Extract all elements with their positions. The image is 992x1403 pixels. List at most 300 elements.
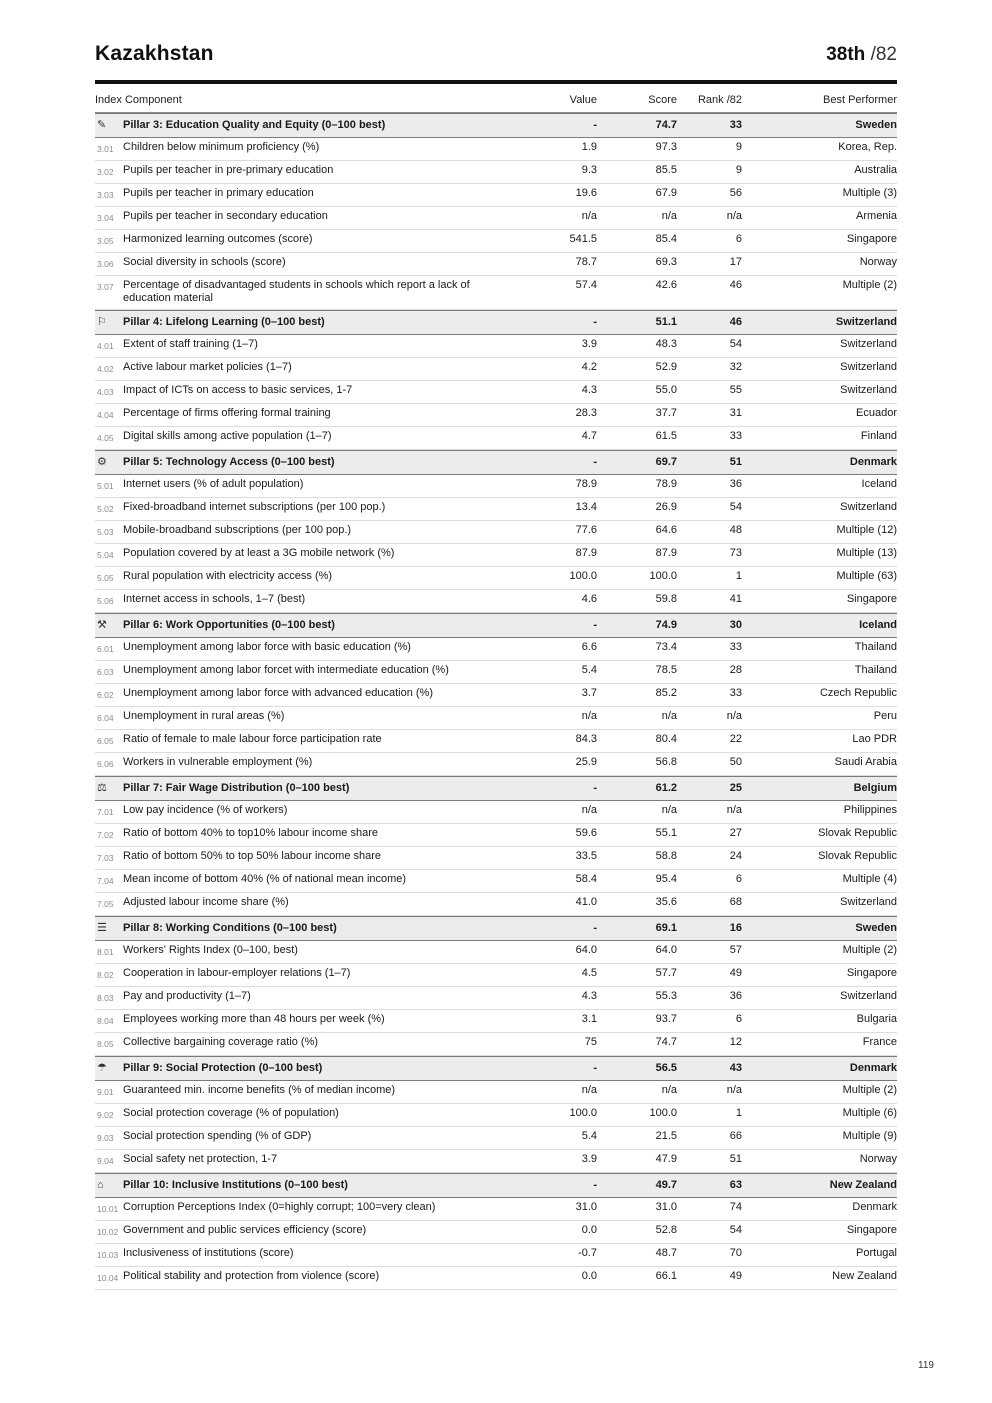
rank-cell: 17 (729, 256, 742, 268)
row-number: 5.06 (97, 596, 114, 606)
best-performer-cell: Multiple (3) (842, 187, 897, 199)
row-number: 7.01 (97, 807, 114, 817)
row-number: 3.06 (97, 259, 114, 269)
score-cell: n/a (661, 210, 677, 222)
rank-cell: 28 (729, 664, 742, 676)
pillar-rank: 46 (729, 316, 742, 328)
score-cell: 26.9 (655, 501, 677, 513)
table-row (95, 475, 897, 498)
component-label: Adjusted labour income share (%) (123, 896, 289, 908)
best-performer-cell: Multiple (6) (842, 1107, 897, 1119)
value-cell: 19.6 (575, 187, 597, 199)
score-cell: 66.1 (655, 1270, 677, 1282)
row-number: 6.06 (97, 759, 114, 769)
value-cell: 78.7 (575, 256, 597, 268)
row-number: 8.02 (97, 970, 114, 980)
value-cell: 4.3 (581, 384, 597, 396)
pillar-title: Pillar 7: Fair Wage Distribution (0–100 best) (123, 782, 350, 794)
best-performer-cell: Multiple (4) (842, 873, 897, 885)
rank-cell: 57 (729, 944, 742, 956)
rank-cell: 55 (729, 384, 742, 396)
table-row (95, 1221, 897, 1244)
value-cell: 100.0 (569, 1107, 597, 1119)
pillar-title: Pillar 5: Technology Access (0–100 best) (123, 456, 335, 468)
value-cell: n/a (581, 710, 597, 722)
component-label: Pay and productivity (1–7) (123, 990, 251, 1002)
best-performer-cell: Saudi Arabia (834, 756, 897, 768)
best-performer-cell: Portugal (856, 1247, 897, 1259)
pillar-header-row (95, 113, 897, 138)
rank-cell: 51 (729, 1153, 742, 1165)
table-row (95, 824, 897, 847)
component-label: Social safety net protection, 1-7 (123, 1153, 278, 1165)
rank-cell: 1 (735, 1107, 742, 1119)
value-cell: 4.7 (581, 430, 597, 442)
row-number: 9.02 (97, 1110, 114, 1120)
table-row (95, 707, 897, 730)
component-label: Pupils per teacher in pre-primary education (123, 164, 334, 176)
pillar-score: 74.7 (655, 119, 677, 131)
score-cell: 61.5 (655, 430, 677, 442)
component-label: Population covered by at least a 3G mobile network (%) (123, 547, 395, 559)
best-performer-cell: Multiple (63) (836, 570, 897, 582)
rank-cell: 74 (729, 1201, 742, 1213)
rank-cell: 50 (729, 756, 742, 768)
rank-cell: 66 (729, 1130, 742, 1142)
best-performer-cell: Multiple (12) (836, 524, 897, 536)
row-number: 8.05 (97, 1039, 114, 1049)
component-label: Unemployment among labor force with advanced education (%) (123, 687, 433, 699)
pillar-title: Pillar 4: Lifelong Learning (0–100 best) (123, 316, 325, 328)
table-row (95, 230, 897, 253)
component-label: Inclusiveness of institutions (score) (123, 1247, 294, 1259)
col-index-component: Index Component (95, 94, 182, 106)
table-row (95, 801, 897, 824)
best-performer-cell: Multiple (13) (836, 547, 897, 559)
component-label: Ratio of bottom 50% to top 50% labour income share (123, 850, 382, 862)
score-cell: n/a (661, 804, 677, 816)
score-cell: 57.7 (655, 967, 677, 979)
rank-total: /82 (865, 44, 897, 65)
value-cell: 84.3 (575, 733, 597, 745)
score-cell: 55.0 (655, 384, 677, 396)
score-cell: 52.8 (655, 1224, 677, 1236)
country-title: Kazakhstan (95, 42, 214, 65)
best-performer-cell: Multiple (2) (842, 279, 897, 291)
best-performer-cell: Czech Republic (819, 687, 897, 699)
table-row (95, 567, 897, 590)
best-performer-cell: Slovak Republic (818, 827, 897, 839)
row-number: 5.04 (97, 550, 114, 560)
table-row (95, 1010, 897, 1033)
value-cell: 31.0 (575, 1201, 597, 1213)
pillar-score: 51.1 (655, 316, 677, 328)
score-cell: 85.2 (655, 687, 677, 699)
component-label: Active labour market policies (1–7) (123, 361, 292, 373)
score-cell: 37.7 (655, 407, 677, 419)
pillar-rank: 16 (729, 922, 742, 934)
component-label: Impact of ICTs on access to basic services, 1-7 (123, 384, 353, 396)
component-label: Government and public services efficiency (score) (123, 1224, 367, 1236)
table-row (95, 498, 897, 521)
rank-cell: 56 (729, 187, 742, 199)
score-cell: 59.8 (655, 593, 677, 605)
value-cell: 3.9 (581, 338, 597, 350)
table-row (95, 207, 897, 230)
component-label: Social protection spending (% of GDP) (123, 1130, 312, 1142)
rank-cell: 6 (735, 1013, 742, 1025)
component-label: Harmonized learning outcomes (score) (123, 233, 313, 245)
score-cell: 64.6 (655, 524, 677, 536)
pillar-best-performer: New Zealand (829, 1179, 897, 1191)
pillar-value: - (593, 619, 597, 631)
score-cell: 100.0 (649, 570, 677, 582)
pillar-value: - (593, 782, 597, 794)
row-number: 5.02 (97, 504, 114, 514)
pillar-title: Pillar 6: Work Opportunities (0–100 best) (123, 619, 335, 631)
row-number: 10.04 (97, 1273, 119, 1283)
value-cell: 5.4 (581, 664, 597, 676)
inclusive-institutions-pillar-icon: ⌂ (97, 1179, 104, 1191)
score-cell: 78.9 (655, 478, 677, 490)
score-cell: 74.7 (655, 1036, 677, 1048)
table-row (95, 1198, 897, 1221)
best-performer-cell: France (862, 1036, 897, 1048)
table-row (95, 730, 897, 753)
pillar-header-row (95, 1173, 897, 1198)
pillar-rank: 51 (729, 456, 742, 468)
pillar-header-row (95, 916, 897, 941)
value-cell: 13.4 (575, 501, 597, 513)
table-row (95, 381, 897, 404)
score-cell: 48.7 (655, 1247, 677, 1259)
col-score: Score (648, 94, 677, 106)
table-row (95, 661, 897, 684)
score-cell: 78.5 (655, 664, 677, 676)
best-performer-cell: Iceland (861, 478, 897, 490)
rank-cell: 73 (729, 547, 742, 559)
row-number: 4.03 (97, 387, 114, 397)
row-number: 3.04 (97, 213, 114, 223)
score-cell: 73.4 (655, 641, 677, 653)
value-cell: 4.3 (581, 990, 597, 1002)
value-cell: n/a (581, 210, 597, 222)
value-cell: 28.3 (575, 407, 597, 419)
component-label: Corruption Perceptions Index (0=highly corrupt; 100=very clean) (123, 1201, 436, 1213)
value-cell: 9.3 (581, 164, 597, 176)
page-number: 119 (918, 1360, 934, 1371)
rank-cell: 6 (735, 873, 742, 885)
component-label: Internet access in schools, 1–7 (best) (123, 593, 306, 605)
best-performer-cell: Switzerland (840, 384, 897, 396)
component-label: Collective bargaining coverage ratio (%) (123, 1036, 319, 1048)
component-label: Digital skills among active population (1–7) (123, 430, 332, 442)
best-performer-cell: Ecuador (856, 407, 897, 419)
component-label: Social protection coverage (% of population) (123, 1107, 339, 1119)
rank-cell: n/a (726, 804, 742, 816)
best-performer-cell: Peru (873, 710, 897, 722)
rank-cell: 54 (729, 1224, 742, 1236)
score-cell: 47.9 (655, 1153, 677, 1165)
value-cell: 33.5 (575, 850, 597, 862)
col-rank: Rank /82 (697, 94, 742, 106)
pillar-title: Pillar 3: Education Quality and Equity (0–100 best) (123, 119, 386, 131)
table-row (95, 138, 897, 161)
best-performer-cell: Slovak Republic (818, 850, 897, 862)
component-label: Unemployment in rural areas (%) (123, 710, 285, 722)
best-performer-cell: Australia (854, 164, 897, 176)
best-performer-cell: Thailand (854, 641, 897, 653)
row-number: 6.01 (97, 644, 114, 654)
component-label: Extent of staff training (1–7) (123, 338, 258, 350)
rank-cell: 6 (735, 233, 742, 245)
value-cell: 77.6 (575, 524, 597, 536)
row-number: 3.03 (97, 190, 114, 200)
table-row (95, 893, 897, 916)
component-label: Rural population with electricity access (%) (123, 570, 333, 582)
working-conditions-pillar-icon: ☰ (97, 922, 107, 934)
value-cell: n/a (581, 804, 597, 816)
table-row (95, 404, 897, 427)
pillar-rank: 43 (729, 1062, 742, 1074)
component-label: Unemployment among labor forcet with intermediate education (%) (123, 664, 449, 676)
component-label: Pupils per teacher in secondary education (123, 210, 328, 222)
pillar-value: - (593, 456, 597, 468)
table-header-row (95, 86, 897, 113)
row-number: 9.01 (97, 1087, 114, 1097)
value-cell: 87.9 (575, 547, 597, 559)
component-label: Mean income of bottom 40% (% of national mean income) (123, 873, 407, 885)
component-label: Political stability and protection from violence (score) (123, 1270, 380, 1282)
component-label: Workers' Rights Index (0–100, best) (123, 944, 298, 956)
index-table-body (95, 113, 897, 1290)
pillar-rank: 30 (729, 619, 742, 631)
component-label: Ratio of bottom 40% to top10% labour income share (123, 827, 378, 839)
score-cell: 69.3 (655, 256, 677, 268)
rank-cell: 68 (729, 896, 742, 908)
rank-cell: 48 (729, 524, 742, 536)
best-performer-cell: Philippines (843, 804, 897, 816)
score-cell: 100.0 (649, 1107, 677, 1119)
component-label: Cooperation in labour-employer relations (1–7) (123, 967, 351, 979)
best-performer-cell: Norway (859, 1153, 897, 1165)
table-row (95, 184, 897, 207)
score-cell: n/a (661, 710, 677, 722)
row-number: 10.01 (97, 1204, 119, 1214)
best-performer-cell: Singapore (846, 967, 897, 979)
page-header (95, 42, 897, 66)
component-label: Internet users (% of adult population) (123, 478, 304, 490)
row-number: 3.05 (97, 236, 114, 246)
value-cell: 3.9 (581, 1153, 597, 1165)
rank-cell: 33 (729, 687, 742, 699)
value-cell: 4.5 (581, 967, 597, 979)
pillar-rank: 33 (729, 119, 742, 131)
pillar-header-row (95, 1056, 897, 1081)
table-row (95, 1033, 897, 1056)
best-performer-cell: Switzerland (840, 990, 897, 1002)
score-cell: 93.7 (655, 1013, 677, 1025)
component-label: Workers in vulnerable employment (%) (123, 756, 313, 768)
best-performer-cell: Finland (860, 430, 897, 442)
rank-cell: 49 (729, 967, 742, 979)
pillar-score: 69.7 (655, 456, 677, 468)
value-cell: 4.2 (581, 361, 597, 373)
best-performer-cell: Switzerland (840, 361, 897, 373)
value-cell: 100.0 (569, 570, 597, 582)
component-label: Low pay incidence (% of workers) (123, 804, 288, 816)
table-row (95, 684, 897, 707)
pillar-best-performer: Denmark (849, 456, 897, 468)
value-cell: 57.4 (575, 279, 597, 291)
technology-access-pillar-icon: ⚙ (97, 456, 107, 468)
score-cell: 55.3 (655, 990, 677, 1002)
table-row (95, 1127, 897, 1150)
table-row (95, 1150, 897, 1173)
rank-value: 38th (826, 44, 866, 65)
component-label: Percentage of disadvantaged students in schools which report a lack of education material (123, 279, 470, 304)
component-label: Guaranteed min. income benefits (% of median income) (123, 1084, 396, 1096)
pillar-score: 61.2 (655, 782, 677, 794)
component-label: Social diversity in schools (score) (123, 256, 286, 268)
score-cell: 80.4 (655, 733, 677, 745)
score-cell: 52.9 (655, 361, 677, 373)
country-rank (826, 44, 897, 66)
best-performer-cell: Bulgaria (856, 1013, 897, 1025)
rank-cell: n/a (726, 710, 742, 722)
rank-cell: 36 (729, 478, 742, 490)
table-row (95, 753, 897, 776)
row-number: 6.02 (97, 690, 114, 700)
rank-cell: 46 (729, 279, 742, 291)
table-row (95, 870, 897, 893)
value-cell: n/a (581, 1084, 597, 1096)
score-cell: 58.8 (655, 850, 677, 862)
score-cell: 85.4 (655, 233, 677, 245)
row-number: 6.03 (97, 667, 114, 677)
score-cell: 42.6 (655, 279, 677, 291)
component-label: Children below minimum proficiency (%) (123, 141, 320, 153)
score-cell: 97.3 (655, 141, 677, 153)
best-performer-cell: New Zealand (832, 1270, 897, 1282)
row-number: 7.05 (97, 899, 114, 909)
value-cell: 0.0 (581, 1270, 597, 1282)
value-cell: 0.0 (581, 1224, 597, 1236)
best-performer-cell: Korea, Rep. (838, 141, 897, 153)
best-performer-cell: Multiple (2) (842, 944, 897, 956)
rank-cell: 9 (735, 164, 742, 176)
row-number: 5.03 (97, 527, 114, 537)
rank-cell: 24 (729, 850, 742, 862)
row-number: 3.02 (97, 167, 114, 177)
pillar-score: 74.9 (655, 619, 677, 631)
row-number: 10.03 (97, 1250, 119, 1260)
table-row (95, 941, 897, 964)
value-cell: 64.0 (575, 944, 597, 956)
table-row (95, 1244, 897, 1267)
component-label: Unemployment among labor force with basic education (%) (123, 641, 411, 653)
table-row (95, 964, 897, 987)
pillar-title: Pillar 8: Working Conditions (0–100 best) (123, 922, 337, 934)
row-number: 4.01 (97, 341, 114, 351)
best-performer-cell: Armenia (856, 210, 897, 222)
pillar-score: 69.1 (655, 922, 677, 934)
rank-cell: 9 (735, 141, 742, 153)
best-performer-cell: Lao PDR (852, 733, 897, 745)
rank-cell: 41 (729, 593, 742, 605)
value-cell: -0.7 (578, 1247, 597, 1259)
value-cell: 58.4 (575, 873, 597, 885)
pillar-score: 49.7 (655, 1179, 677, 1191)
table-row (95, 1267, 897, 1290)
row-number: 7.03 (97, 853, 114, 863)
best-performer-cell: Singapore (846, 593, 897, 605)
value-cell: 41.0 (575, 896, 597, 908)
score-cell: 35.6 (655, 896, 677, 908)
rank-cell: 36 (729, 990, 742, 1002)
row-number: 5.05 (97, 573, 114, 583)
pillar-best-performer: Sweden (855, 922, 897, 934)
table-row (95, 161, 897, 184)
row-number: 4.02 (97, 364, 114, 374)
score-cell: 21.5 (655, 1130, 677, 1142)
table-row (95, 253, 897, 276)
row-number: 8.04 (97, 1016, 114, 1026)
value-cell: 59.6 (575, 827, 597, 839)
best-performer-cell: Switzerland (840, 896, 897, 908)
score-cell: 87.9 (655, 547, 677, 559)
value-cell: 3.7 (581, 687, 597, 699)
score-cell: 55.1 (655, 827, 677, 839)
value-cell: 4.6 (581, 593, 597, 605)
score-cell: 31.0 (655, 1201, 677, 1213)
component-label: Fixed-broadband internet subscriptions (per 100 pop.) (123, 501, 386, 513)
pillar-header-row (95, 776, 897, 801)
fair-wage-pillar-icon: ⚖ (97, 782, 107, 794)
row-number: 6.04 (97, 713, 114, 723)
header-rule (95, 80, 897, 84)
component-label: Mobile-broadband subscriptions (per 100 pop.) (123, 524, 352, 536)
rank-cell: 31 (729, 407, 742, 419)
pillar-value: - (593, 316, 597, 328)
score-cell: 67.9 (655, 187, 677, 199)
best-performer-cell: Multiple (9) (842, 1130, 897, 1142)
component-label: Ratio of female to male labour force participation rate (123, 733, 382, 745)
pillar-rank: 63 (729, 1179, 742, 1191)
lifelong-learning-pillar-icon: ⚐ (97, 316, 107, 328)
pillar-best-performer: Sweden (855, 119, 897, 131)
best-performer-cell: Thailand (854, 664, 897, 676)
pillar-score: 56.5 (655, 1062, 677, 1074)
pillar-header-row (95, 450, 897, 475)
rank-cell: 27 (729, 827, 742, 839)
rank-cell: 54 (729, 501, 742, 513)
value-cell: 75 (584, 1036, 597, 1048)
row-number: 9.04 (97, 1156, 114, 1166)
row-number: 4.05 (97, 433, 114, 443)
best-performer-cell: Multiple (2) (842, 1084, 897, 1096)
value-cell: 1.9 (581, 141, 597, 153)
score-cell: 95.4 (655, 873, 677, 885)
pillar-title: Pillar 10: Inclusive Institutions (0–100 best) (123, 1179, 348, 1191)
rank-cell: 22 (729, 733, 742, 745)
rank-cell: 12 (729, 1036, 742, 1048)
row-number: 8.01 (97, 947, 114, 957)
component-label: Employees working more than 48 hours per week (%) (123, 1013, 385, 1025)
row-number: 5.01 (97, 481, 114, 491)
score-cell: n/a (661, 1084, 677, 1096)
best-performer-cell: Singapore (846, 233, 897, 245)
